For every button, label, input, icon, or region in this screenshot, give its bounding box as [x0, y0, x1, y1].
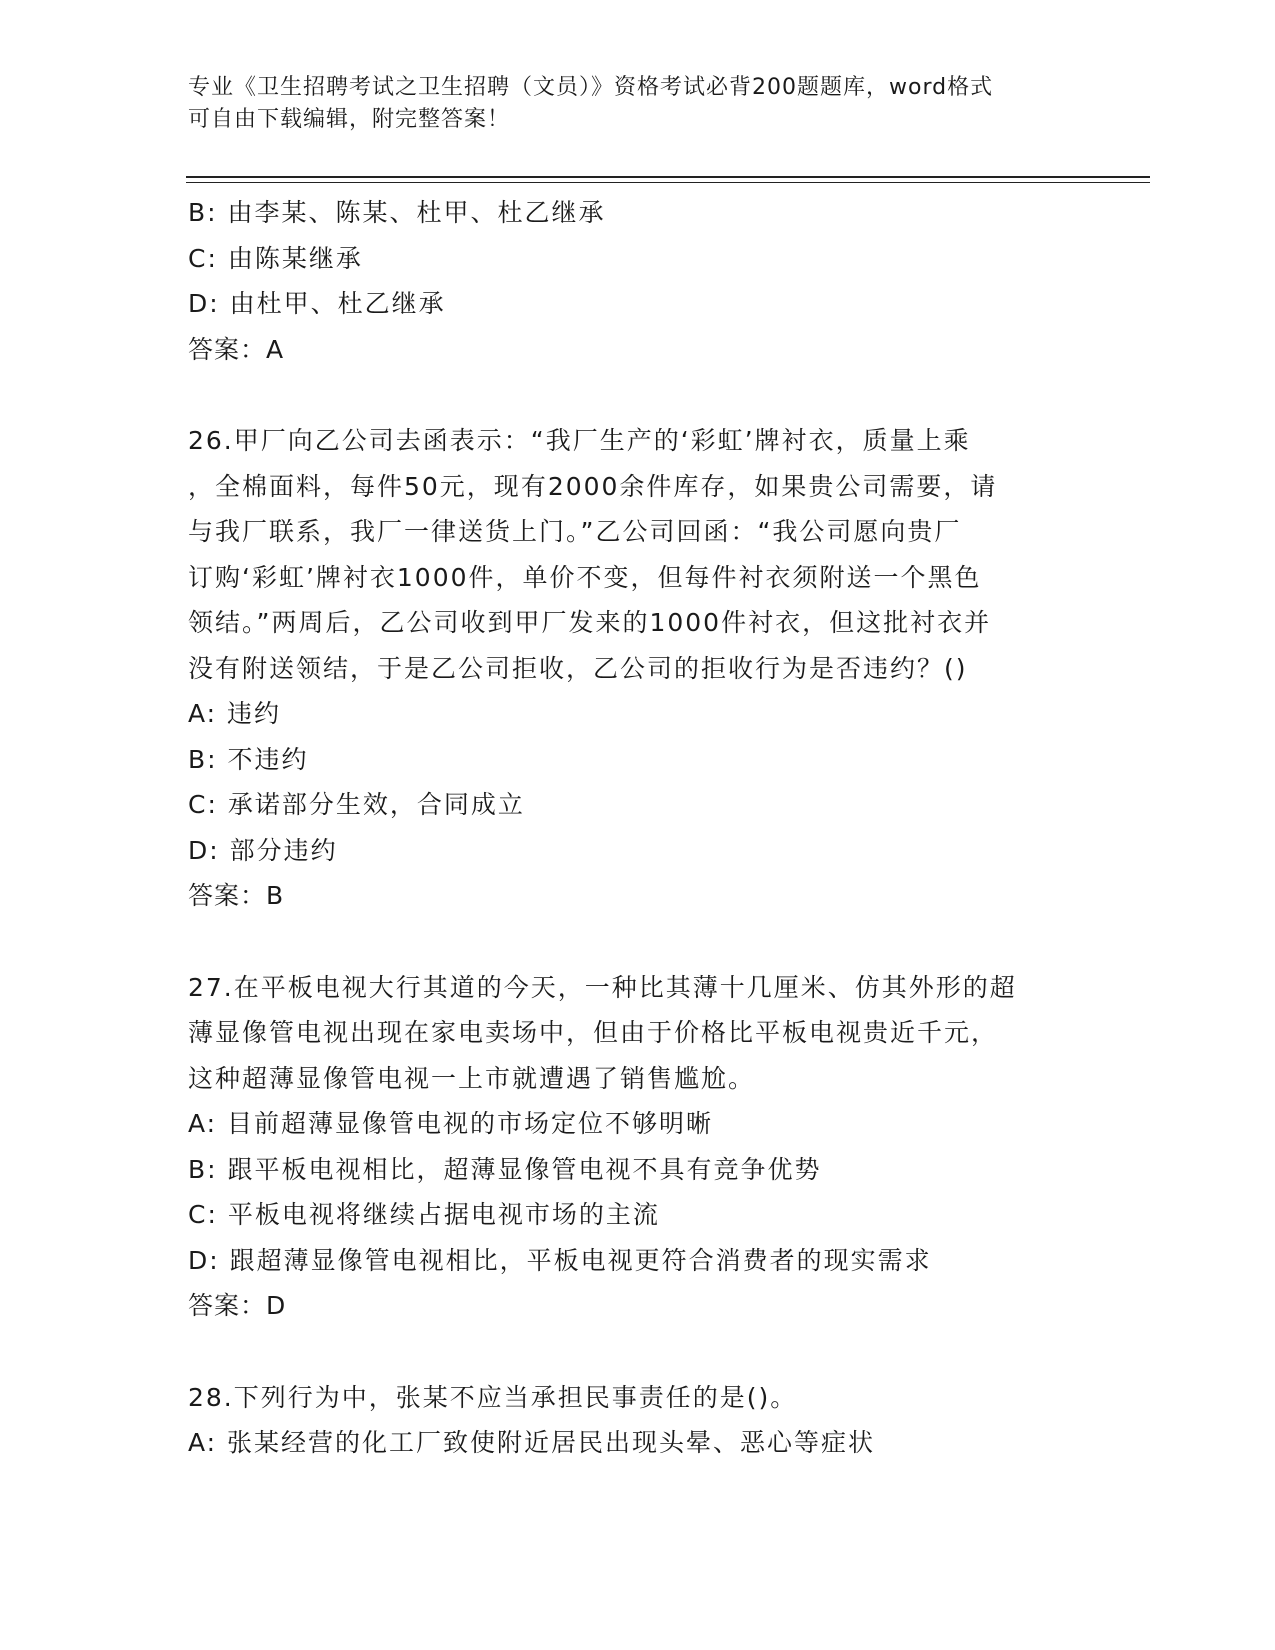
answer-label: 答案：B	[188, 881, 285, 910]
spacer	[188, 1329, 1088, 1375]
question-28	[188, 1375, 1088, 1466]
question-27	[188, 965, 1088, 1329]
header-line-2: 可自由下载编辑，附完整答案！	[188, 107, 511, 132]
option-c: C: 承诺部分生效，合同成立	[188, 790, 525, 819]
option-c: C: 由陈某继承	[188, 243, 363, 273]
question-stem-line: ，全棉面料，每件50元，现有2000余件库存，如果贵公司需要，请	[188, 471, 998, 501]
question-stem-line: 28.下列行为中，张某不应当承担民事责任的是()。	[188, 1382, 798, 1412]
option-a: A: 张某经营的化工厂致使附近居民出现头晕、恶心等症状	[188, 1428, 876, 1457]
option-b: B: 不违约	[188, 744, 309, 774]
option-d: D: 跟超薄显像管电视相比，平板电视更符合消费者的现实需求	[188, 1245, 932, 1275]
option-d: D: 部分违约	[188, 835, 338, 865]
question-stem-line: 26.甲厂向乙公司去函表示：“我厂生产的‘彩虹’牌衬衣，质量上乘	[188, 426, 971, 455]
option-d: D: 由杜甲、杜乙继承	[188, 289, 446, 318]
header-rule-thick	[186, 176, 1150, 178]
answer-label: 答案：A	[188, 334, 285, 364]
document-header	[188, 72, 1068, 136]
option-b: B: 跟平板电视相比，超薄显像管电视不具有竞争优势	[188, 1154, 822, 1184]
question-stem-line: 这种超薄显像管电视一上市就遭遇了销售尴尬。	[188, 1063, 756, 1093]
option-c: C: 平板电视将继续占据电视市场的主流	[188, 1200, 660, 1229]
answer-label: 答案：D	[188, 1291, 287, 1320]
question-stem-line: 27.在平板电视大行其道的今天，一种比其薄十几厘米、仿其外形的超	[188, 972, 1017, 1002]
header-rule-thin	[186, 182, 1150, 183]
option-a: A: 违约	[188, 699, 282, 728]
question-stem-line: 领结。”两周后，乙公司收到甲厂发来的1000件衬衣，但这批衬衣并	[188, 608, 992, 637]
option-a: A: 目前超薄显像管电视的市场定位不够明晰	[188, 1109, 714, 1138]
spacer	[188, 919, 1088, 965]
spacer	[188, 372, 1088, 418]
question-list	[188, 190, 1088, 1466]
question-25	[188, 190, 1088, 372]
header-line-1: 专业《卫生招聘考试之卫生招聘（文员）》资格考试必背200题题库，word格式	[188, 75, 994, 100]
question-stem-line: 与我厂联系，我厂一律送货上门。”乙公司回函：“我公司愿向贵厂	[188, 517, 962, 546]
question-stem-line: 订购‘彩虹’牌衬衣1000件，单价不变，但每件衬衣须附送一个黑色	[188, 562, 982, 592]
question-26	[188, 418, 1088, 919]
option-b: B: 由李某、陈某、杜甲、杜乙继承	[188, 198, 606, 227]
question-stem-line: 没有附送领结，于是乙公司拒收，乙公司的拒收行为是否违约？()	[188, 653, 968, 683]
question-stem-line: 薄显像管电视出现在家电卖场中，但由于价格比平板电视贵近千元，	[188, 1018, 999, 1047]
